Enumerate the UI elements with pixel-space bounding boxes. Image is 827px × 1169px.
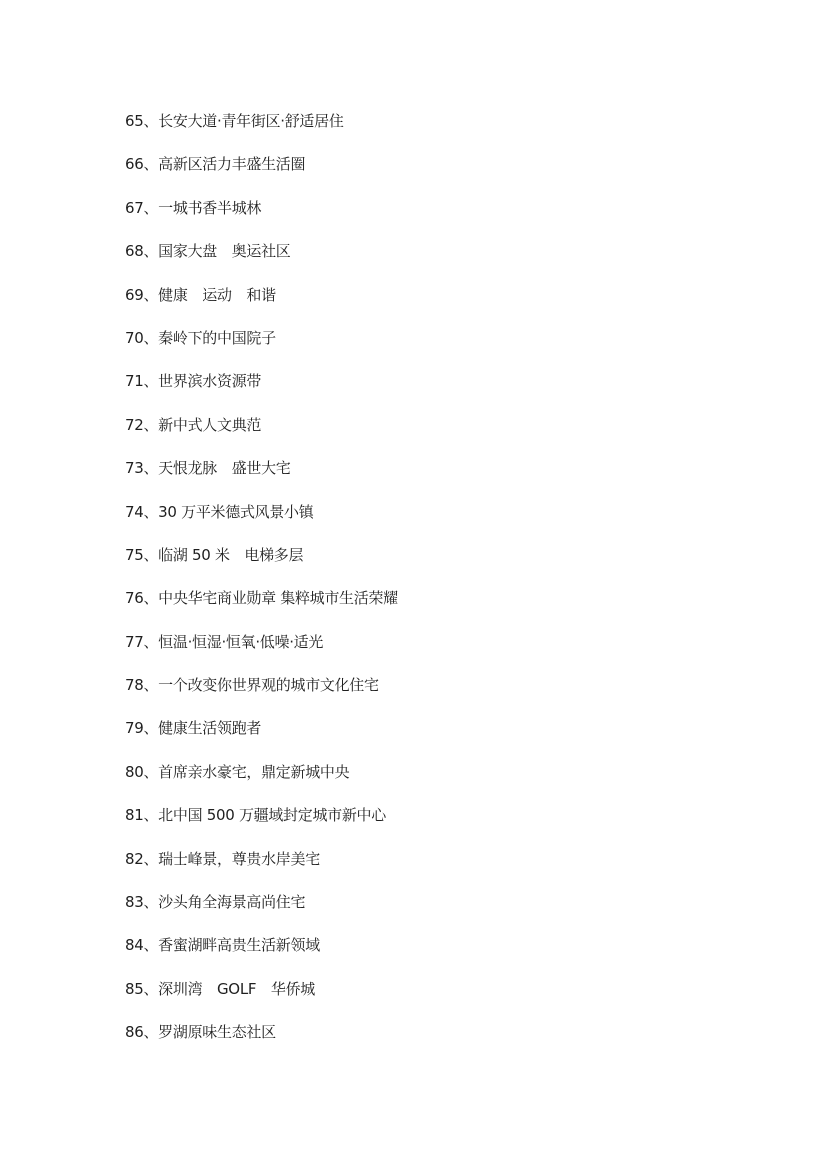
list-item: 86、罗湖原味生态社区 — [125, 1023, 276, 1042]
list-item: 75、临湖 50 米 电梯多层 — [125, 545, 304, 564]
list-item: 65、长安大道·青年街区·舒适居住 — [125, 112, 344, 130]
list-item: 83、沙头角全海景高尚住宅 — [125, 893, 306, 912]
list-item: 71、世界滨水资源带 — [125, 372, 262, 391]
list-item: 74、30 万平米德式风景小镇 — [125, 502, 314, 521]
list-item: 72、新中式人文典范 — [125, 415, 262, 434]
list-item: 84、香蜜湖畔高贵生活新领域 — [125, 936, 320, 955]
list-item: 68、国家大盘 奥运社区 — [125, 242, 291, 261]
list-item: 85、深圳湾 GOLF 华侨城 — [125, 979, 316, 998]
list-item: 79、健康生活领跑者 — [125, 719, 262, 738]
slogan-list — [125, 111, 398, 1066]
list-item: 70、秦岭下的中国院子 — [125, 328, 276, 347]
list-item: 82、瑞士峰景，尊贵水岸美宅 — [125, 849, 320, 868]
list-item: 80、首席亲水豪宅，鼎定新城中央 — [125, 762, 350, 781]
list-item: 76、中央华宅商业勋章 集粹城市生活荣耀 — [125, 589, 398, 608]
list-item: 73、天恨龙脉 盛世大宅 — [125, 459, 291, 478]
list-item: 66、高新区活力丰盛生活圈 — [125, 155, 306, 174]
list-item: 81、北中国 500 万疆域封定城市新中心 — [125, 806, 386, 825]
list-item: 78、一个改变你世界观的城市文化住宅 — [125, 676, 379, 695]
list-item: 69、健康 运动 和谐 — [125, 285, 276, 304]
list-item: 77、恒温·恒湿·恒氧·低噪·适光 — [125, 632, 324, 651]
list-item: 67、一城书香半城林 — [125, 198, 262, 217]
